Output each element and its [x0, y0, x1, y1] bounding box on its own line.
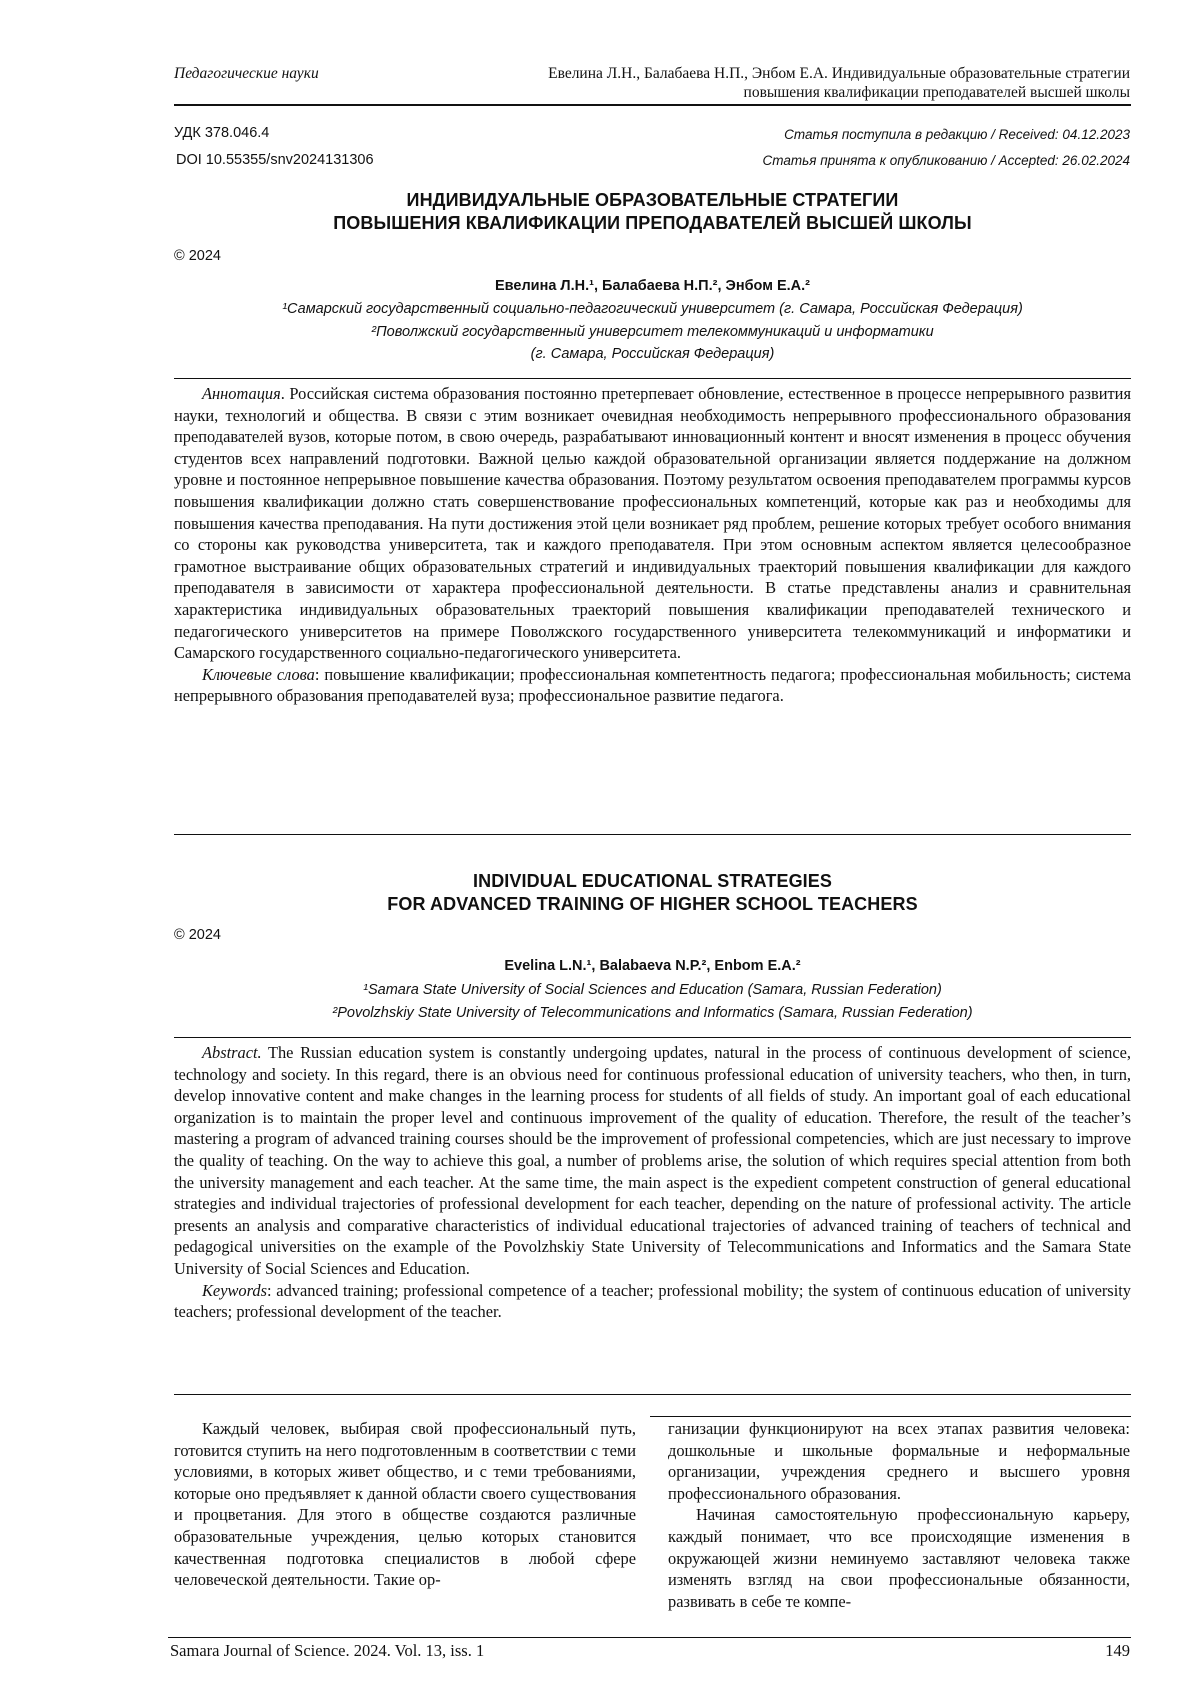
ru-title-line2: ПОВЫШЕНИЯ КВАЛИФИКАЦИИ ПРЕПОДАВАТЕЛЕЙ ВЫСШЕЙ ШКОЛЫ [333, 213, 972, 233]
running-title-line1: Евелина Л.Н., Балабаева Н.П., Энбом Е.А. Индивидуальные образовательные стратегии [548, 65, 1130, 82]
ru-abstract [174, 383, 1131, 664]
ru-abstract-top-rule [174, 378, 1131, 379]
ru-copyright: © 2024 [174, 248, 221, 264]
en-copyright: © 2024 [174, 927, 221, 943]
body-paragraph-1-continued: ганизации функционируют на всех этапах развития человека: дошкольные и школьные формальные и неформальные организации, учреждения среднего и высшего уровня профессионального образования. [668, 1419, 1130, 1503]
header-running-title [420, 64, 1130, 102]
header-rule [174, 104, 1131, 106]
doi: DOI 10.55355/snv2024131306 [176, 152, 374, 168]
body-right-column [668, 1418, 1130, 1612]
ru-abstract-bottom-rule [174, 834, 1131, 835]
en-abstract-bottom-rule [174, 1394, 1131, 1395]
right-column-top-rule [650, 1416, 1131, 1417]
footer-journal: Samara Journal of Science. 2024. Vol. 13, iss. 1 [170, 1641, 485, 1660]
en-abstract-text: The Russian education system is constantly undergoing updates, natural in the process of continuous development of science, technology and society. In this regard, there is an obvious need for continuous professional education of university teachers, who then, in turn, develop innovative content and make changes in the learning process for students of all fields of study. An important goal of each educational organization is to maintain the proper level and continuous improvement of the quality of education. Therefore, the result of the teacher’s mastering a program of advanced training courses should be the improvement of professional competencies, which are just necessary to improve the quality of teaching. On the way to achieve this goal, a number of problems arise, the solution of which requires special attention from both the university management and each teacher. At the same time, the main aspect is the expedient competent construction of general educational strategies and individual trajectories of professional development for each teacher, depending on the nature of professional activity. The article presents an analysis and comparative characteristics of individual educational trajectories of advanced training of teachers of technical and pedagogical universities on the example of the Povolzhskiy State University of Telecommunications and Informatics and the Samara State University of Social Sciences and Education. [174, 1043, 1131, 1278]
ru-affiliation-1: ¹Самарский государственный социально-педагогический университет (г. Самара, Российская Федерация) [282, 301, 1023, 317]
header-section: Педагогические науки [174, 65, 319, 82]
en-abstract-top-rule [174, 1037, 1131, 1038]
footer-page-number: 149 [1105, 1641, 1130, 1660]
en-title-line1: INDIVIDUAL EDUCATIONAL STRATEGIES [473, 871, 832, 891]
body-paragraph-2: Начиная самостоятельную профессиональную карьеру, каждый понимает, что все происходящие изменения в окружающей жизни неминуемо заставляют человека также изменять взгляд на свои профессиональные обязанности, развивать в себе те компе- [668, 1505, 1130, 1611]
ru-keywords-label: Ключевые слова [202, 664, 315, 684]
running-title-line2: повышения квалификации преподавателей высшей школы [743, 84, 1130, 101]
ru-authors: Евелина Л.Н.¹, Балабаева Н.П.², Энбом Е.А.² [495, 278, 810, 294]
en-title-line2: FOR ADVANCED TRAINING OF HIGHER SCHOOL TEACHERS [387, 894, 918, 914]
received-date: Статья поступила в редакцию / Received: 04.12.2023 [784, 127, 1130, 142]
en-affiliation-2: ²Povolzhskiy State University of Telecommunications and Informatics (Samara, Russian Federation) [332, 1004, 973, 1021]
en-title [174, 870, 1131, 916]
en-abstract-block [174, 1042, 1131, 1323]
ru-affiliation-2-line1: ²Поволжский государственный университет телекоммуникаций и информатики [371, 323, 934, 340]
ru-title [174, 189, 1131, 235]
ru-affiliation-2-line2: (г. Самара, Российская Федерация) [530, 346, 775, 362]
body-left-column [174, 1418, 636, 1591]
en-keywords-text: : advanced training; professional competence of a teacher; professional mobility; the system of continuous education of university teachers; professional development of the teacher. [174, 1280, 1131, 1322]
accepted-date: Статья принята к опубликованию / Accepted: 26.02.2024 [762, 153, 1130, 168]
en-affiliation-1: ¹Samara State University of Social Sciences and Education (Samara, Russian Federation) [363, 982, 942, 998]
body-paragraph-1: Каждый человек, выбирая свой профессиональный путь, готовится ступить на него подготовленным в соответствии с теми условиями, в которых живет общество, и с теми требованиями, которые оно предъявляет к данной области своего существования и процветания. Для этого в обществе создаются различные образовательные учреждения, целью которых становится качественная подготовка специалистов в любой сфере человеческой деятельности. Такие ор- [174, 1419, 636, 1590]
footer-rule [168, 1637, 1131, 1638]
ru-title-line1: ИНДИВИДУАЛЬНЫЕ ОБРАЗОВАТЕЛЬНЫЕ СТРАТЕГИИ [406, 190, 899, 210]
ru-abstract-label: Аннотация [202, 384, 281, 403]
ru-abstract-text: . Российская система образования постоянно претерпевает обновление, естественное в процессе непрерывного развития науки, технологий и общества. В связи с этим возникает очевидная необходимость непрерывного профессионального образования преподавателей вузов, которые потом, в свою очередь, разрабатывают инновационный контент и вносят изменения в процесс обучения студентов всех направлений подготовки. Важной целью каждой образовательной организации является поддержание на должном уровне и постоянное непрерывное повышение качества образования. Поэтому результатом освоения преподавателем программы курсов повышения квалификации должно стать совершенствование профессиональных компетенций, которые как раз и необходимы для повышения качества преподавания. На пути достижения этой цели возникает ряд проблем, решение которых требует особого внимания со стороны как руководства университета, так и каждого преподавателя. При этом основным аспектом является целесообразное грамотное выстраивание общих образовательных стратегий и индивидуальных траекторий повышения квалификации для каждого преподавателя в зависимости от характера профессиональной деятельности. В статье представлены анализ и сравнительная характеристика индивидуальных образовательных траекторий повышения квалификации преподавателей технического и педагогического университетов на примере Поволжского государственного университета телекоммуникаций и информатики и Самарского государственного социально-педагогического университета. [174, 384, 1131, 663]
en-abstract [174, 1042, 1131, 1280]
en-keywords [174, 1280, 1131, 1323]
ru-affiliations [174, 298, 1131, 366]
ru-keywords [174, 664, 1131, 707]
en-keywords-label: Keywords [202, 1280, 267, 1300]
en-authors: Evelina L.N.¹, Balabaeva N.P.², Enbom E.A.² [504, 958, 801, 974]
en-affiliations [174, 979, 1131, 1024]
ru-abstract-block [174, 383, 1131, 707]
en-abstract-label: Abstract. [202, 1043, 262, 1062]
udk-code: УДК 378.046.4 [174, 125, 270, 141]
ru-keywords-text: : повышение квалификации; профессиональная компетентность педагога; профессиональная мобильность; система непрерывного образования преподавателей вуза; профессиональное развитие педагога. [174, 664, 1131, 706]
